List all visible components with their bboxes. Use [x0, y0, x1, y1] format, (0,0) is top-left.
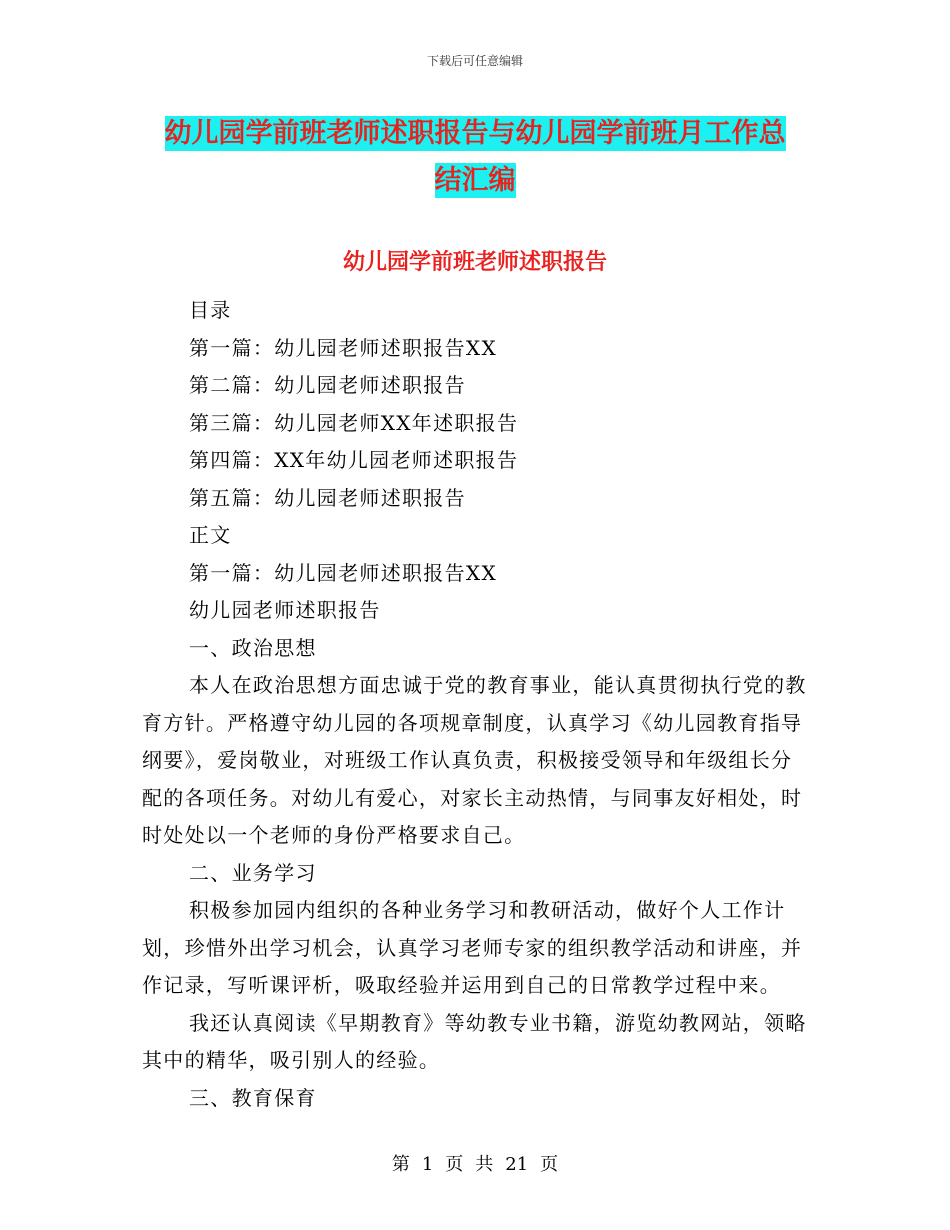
document-body [142, 292, 812, 1117]
paragraph: 我还认真阅读《早期教育》等幼教专业书籍，游览幼教网站，领略其中的精华，吸引别人的经验。 [142, 1010, 807, 1072]
section-title: 幼儿园学前班老师述职报告 [342, 250, 607, 275]
toc-item: 第一篇：幼儿园老师述职报告XX [189, 335, 497, 360]
toc-heading: 目录 [189, 298, 232, 322]
header-note: 下载后可任意编辑 [426, 54, 523, 68]
toc-item: 第三篇：幼儿园老师XX年述职报告 [189, 410, 519, 435]
report-title: 幼儿园老师述职报告 [189, 598, 381, 622]
paragraph: 积极参加园内组织的各种业务学习和教研活动，做好个人工作计划，珍惜外出学习机会，认真学习老师专家的组织教学活动和讲座，并作记录，写听课评析，吸取经验并运用到自己的日常教学过程中来。 [142, 898, 803, 997]
total-pages: 21 [505, 1154, 529, 1175]
document-title-line-2: 结汇编 [434, 165, 516, 196]
subsection-heading: 三、教育保育 [189, 1085, 317, 1110]
page-unit: 页 [445, 1154, 464, 1175]
document-title-line-1: 幼儿园学前班老师述职报告与幼儿园学前班月工作总 [164, 118, 786, 149]
total-word: 共 [475, 1154, 494, 1175]
document-title [140, 110, 810, 204]
page-footer [0, 1153, 950, 1177]
page-number: 1 [421, 1154, 434, 1175]
total-unit: 页 [540, 1154, 559, 1175]
toc-item: 第五篇：幼儿园老师述职报告 [189, 485, 466, 510]
paragraph: 本人在政治思想方面忠诚于党的教育事业，能认真贯彻执行党的教育方针。严格遵守幼儿园的各项规章制度，认真学习《幼儿园教育指导纲要》，爱岗敬业，对班级工作认真负责，积极接受领导和年级组长分配的各项任务。对幼儿有爱心，对家长主动热情，与同事友好相处，时时处处以一个老师的身份严格要求自己。 [142, 673, 807, 847]
subsection-heading: 一、政治思想 [189, 635, 317, 660]
toc-item: 第二篇：幼儿园老师述职报告 [189, 373, 466, 397]
subsection-heading: 二、业务学习 [189, 860, 317, 885]
page-word: 第 [391, 1154, 410, 1175]
body-heading: 正文 [189, 523, 232, 547]
toc-item: 第四篇：XX年幼儿园老师述职报告 [189, 448, 519, 472]
chapter-heading: 第一篇：幼儿园老师述职报告XX [189, 560, 497, 585]
